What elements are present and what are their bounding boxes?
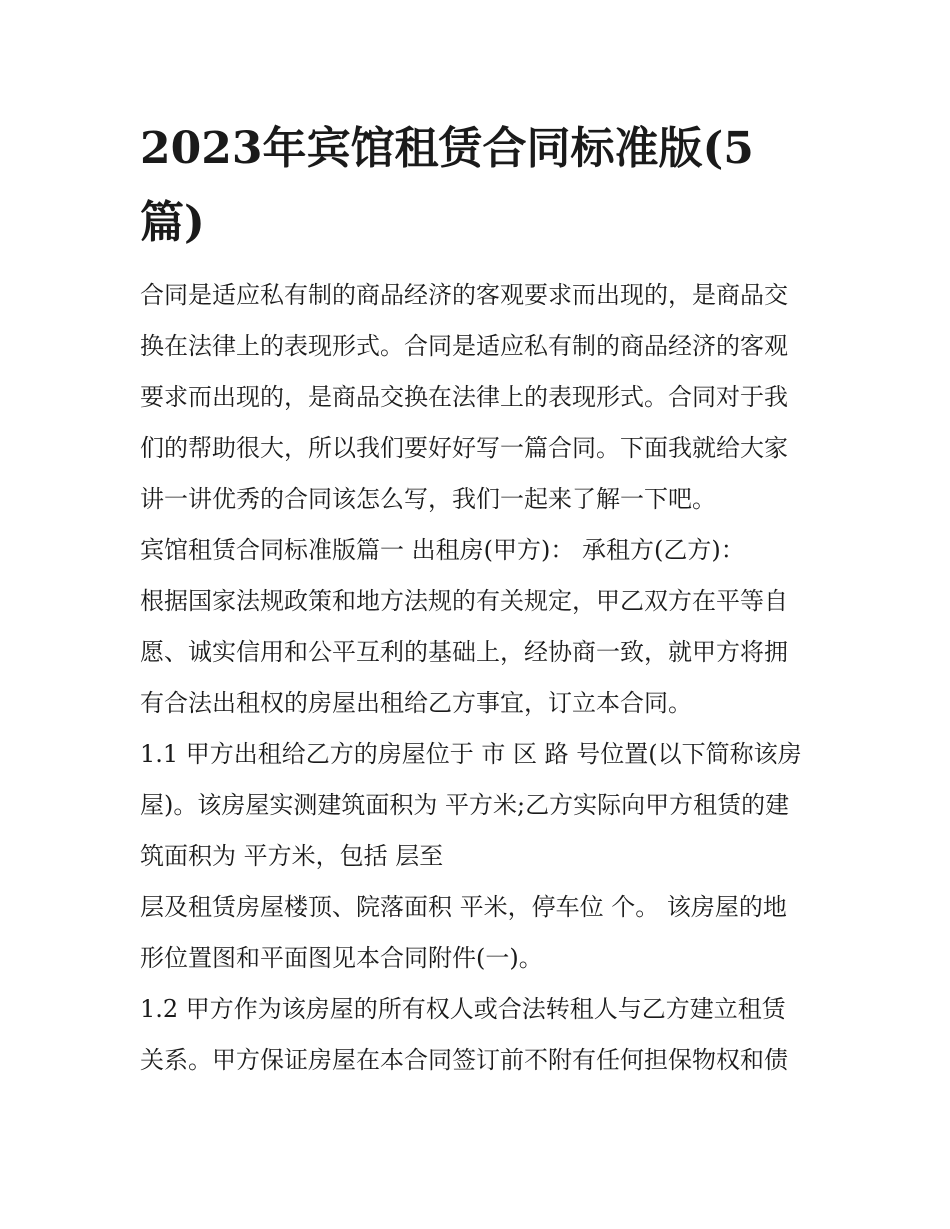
text-line: 根据国家法规政策和地方法规的有关规定，甲乙双方在平等自 [140, 587, 788, 615]
text-line: 层及租赁房屋楼顶、院落面积 平米，停车位 个。 该房屋的地 [140, 893, 787, 921]
text-line: 关系。甲方保证房屋在本合同签订前不附有任何担保物权和债 [140, 1046, 788, 1074]
title-line-2: 篇) [140, 197, 205, 248]
text-line: 1.1 甲方出租给乙方的房屋位于 市 区 路 号位置(以下简称该房 [140, 740, 802, 768]
document-title [140, 112, 820, 260]
text-line: 屋)。该房屋实测建筑面积为 平方米;乙方实际向甲方租赁的建 [140, 791, 790, 819]
text-line: 1.2 甲方作为该房屋的所有权人或合法转租人与乙方建立租赁 [140, 995, 786, 1023]
text-line: 们的帮助很大，所以我们要好好写一篇合同。下面我就给大家 [140, 434, 788, 462]
text-line: 愿、诚实信用和公平互利的基础上，经协商一致，就甲方将拥 [140, 638, 788, 666]
document-page [140, 112, 820, 1086]
text-line: 要求而出现的，是商品交换在法律上的表现形式。合同对于我 [140, 383, 788, 411]
title-line-1: 2023年宾馆租赁合同标准版(5 [140, 123, 754, 174]
document-body [140, 270, 820, 1086]
text-line: 有合法出租权的房屋出租给乙方事宜，订立本合同。 [140, 689, 692, 717]
text-line: 形位置图和平面图见本合同附件(一)。 [140, 944, 543, 972]
text-line: 筑面积为 平方米，包括 层至 [140, 842, 444, 870]
text-line: 换在法律上的表现形式。合同是适应私有制的商品经济的客观 [140, 332, 788, 360]
text-line: 讲一讲优秀的合同该怎么写，我们一起来了解一下吧。 [140, 485, 716, 513]
text-line: 合同是适应私有制的商品经济的客观要求而出现的，是商品交 [140, 281, 788, 309]
text-line: 宾馆租赁合同标准版篇一 出租房(甲方)： 承租方(乙方)： [140, 536, 745, 564]
